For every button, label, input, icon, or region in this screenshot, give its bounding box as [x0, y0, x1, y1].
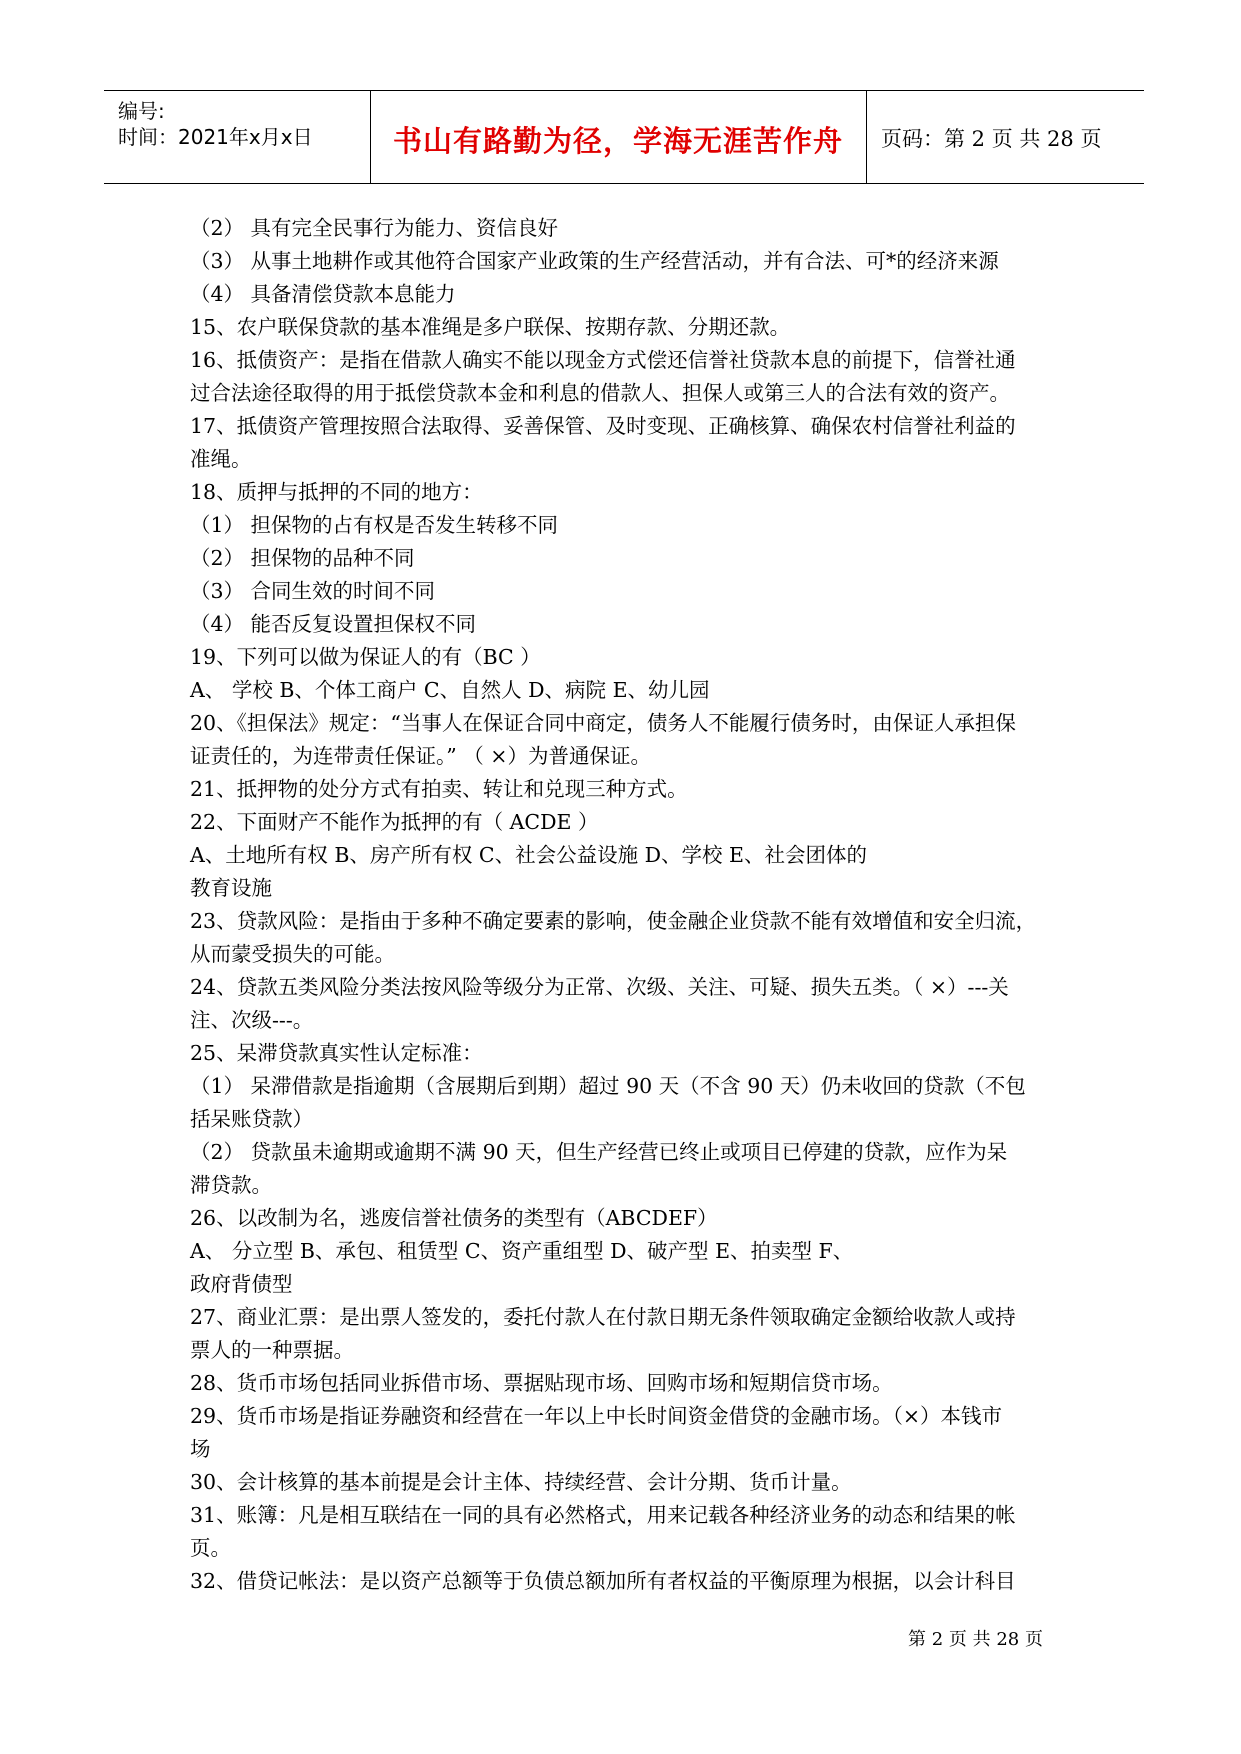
text-line: 政府背债型 [190, 1272, 293, 1296]
text-line: A、 分立型 B、承包、租赁型 C、资产重组型 D、破产型 E、拍卖型 F、 [190, 1239, 854, 1263]
text-line: 24、贷款五类风险分类法按风险等级分为正常、次级、关注、可疑、损失五类。（ ×）---关 [190, 975, 1009, 999]
text-line: 17、抵债资产管理按照合法取得、妥善保管、及时变现、正确核算、确保农村信誉社利益的 [190, 414, 1016, 438]
text-line: （3） 从事土地耕作或其他符合国家产业政策的生产经营活动，并有合法、可*的经济来源 [190, 249, 999, 273]
text-line: A、 学校 B、个体工商户 C、自然人 D、病院 E、幼儿园 [190, 678, 710, 702]
text-line: 滞贷款。 [190, 1173, 272, 1197]
document-time-label: 时间：2021年x月x日 [118, 125, 313, 149]
text-line: 证责任的，为连带责任保证。” （ ×）为普通保证。 [190, 744, 651, 768]
text-line: A、土地所有权 B、房产所有权 C、社会公益设施 D、学校 E、社会团体的 [190, 843, 868, 867]
text-line: 25、呆滞贷款真实性认定标准： [190, 1041, 483, 1065]
text-line: 19、下列可以做为保证人的有（BC ） [190, 645, 541, 669]
text-line: 注、次级---。 [190, 1008, 314, 1032]
text-line: 15、农户联保贷款的基本准绳是多户联保、按期存款、分期还款。 [190, 315, 791, 339]
text-line: 从而蒙受损失的可能。 [190, 942, 395, 966]
text-line: 31、账簿：凡是相互联结在一同的具有必然格式，用来记载各种经济业务的动态和结果的帐 [190, 1503, 1016, 1527]
text-line: （2） 具有完全民事行为能力、资信良好 [190, 216, 559, 240]
text-line: 23、贷款风险：是指由于多种不确定要素的影响，使金融企业贷款不能有效增值和安全归流， [190, 909, 1037, 933]
document-body [190, 212, 1060, 1598]
text-line: 票人的一种票据。 [190, 1338, 354, 1362]
text-line: 30、会计核算的基本前提是会计主体、持续经营、会计分期、货币计量。 [190, 1470, 852, 1494]
text-line: 过合法途径取得的用于抵偿贷款本金和利息的借款人、担保人或第三人的合法有效的资产。 [190, 381, 1010, 405]
text-line: 26、以改制为名，逃废信誉社债务的类型有（ABCDEF） [190, 1206, 718, 1230]
text-line: （1） 呆滞借款是指逾期（含展期后到期）超过 90 天（不含 90 天）仍未收回的贷款（不包 [190, 1074, 1026, 1098]
text-line: 准绳。 [190, 447, 252, 471]
header-page-cell [867, 91, 1144, 183]
header-motto-cell [370, 91, 867, 183]
text-line: （2） 贷款虽未逾期或逾期不满 90 天，但生产经营已终止或项目已停建的贷款，应作为呆 [190, 1140, 1008, 1164]
text-line: 16、抵债资产：是指在借款人确实不能以现金方式偿还信誉社贷款本息的前提下，信誉社通 [190, 348, 1016, 372]
text-line: 27、商业汇票：是出票人签发的，委托付款人在付款日期无条件领取确定金额给收款人或持 [190, 1305, 1016, 1329]
text-line: （3） 合同生效的时间不同 [190, 579, 436, 603]
document-number-label: 编号: [118, 99, 165, 123]
header-page-number: 页码：第 2 页 共 28 页 [881, 127, 1102, 151]
text-line: 32、借贷记帐法：是以资产总额等于负债总额加所有者权益的平衡原理为根据，以会计科目 [190, 1569, 1016, 1593]
text-line: 场 [190, 1437, 211, 1461]
text-line: 页。 [190, 1536, 231, 1560]
text-line: 28、货币市场包括同业拆借市场、票据贴现市场、回购市场和短期信贷市场。 [190, 1371, 893, 1395]
text-line: 括呆账贷款） [190, 1107, 313, 1131]
text-line: （1） 担保物的占有权是否发生转移不同 [190, 513, 559, 537]
text-line: 29、货币市场是指证券融资和经营在一年以上中长时间资金借贷的金融市场。（×）本钱市 [190, 1404, 1003, 1428]
header-motto: 书山有路勤为径，学海无涯苦作舟 [392, 124, 843, 158]
text-line: 22、下面财产不能作为抵押的有（ ACDE ） [190, 810, 599, 834]
text-line: 20、《担保法》规定：“当事人在保证合同中商定，债务人不能履行债务时，由保证人承担保 [190, 711, 1016, 735]
text-line: 21、抵押物的处分方式有拍卖、转让和兑现三种方式。 [190, 777, 688, 801]
header-info-cell [104, 91, 371, 183]
text-line: 18、质押与抵押的不同的地方： [190, 480, 483, 504]
text-line: （4） 具备清偿贷款本息能力 [190, 282, 456, 306]
page-footer: 第 2 页 共 28 页 [908, 1629, 1043, 1650]
text-line: （4） 能否反复设置担保权不同 [190, 612, 477, 636]
text-line: 教育设施 [190, 876, 272, 900]
page-header [104, 90, 1144, 184]
text-line: （2） 担保物的品种不同 [190, 546, 415, 570]
